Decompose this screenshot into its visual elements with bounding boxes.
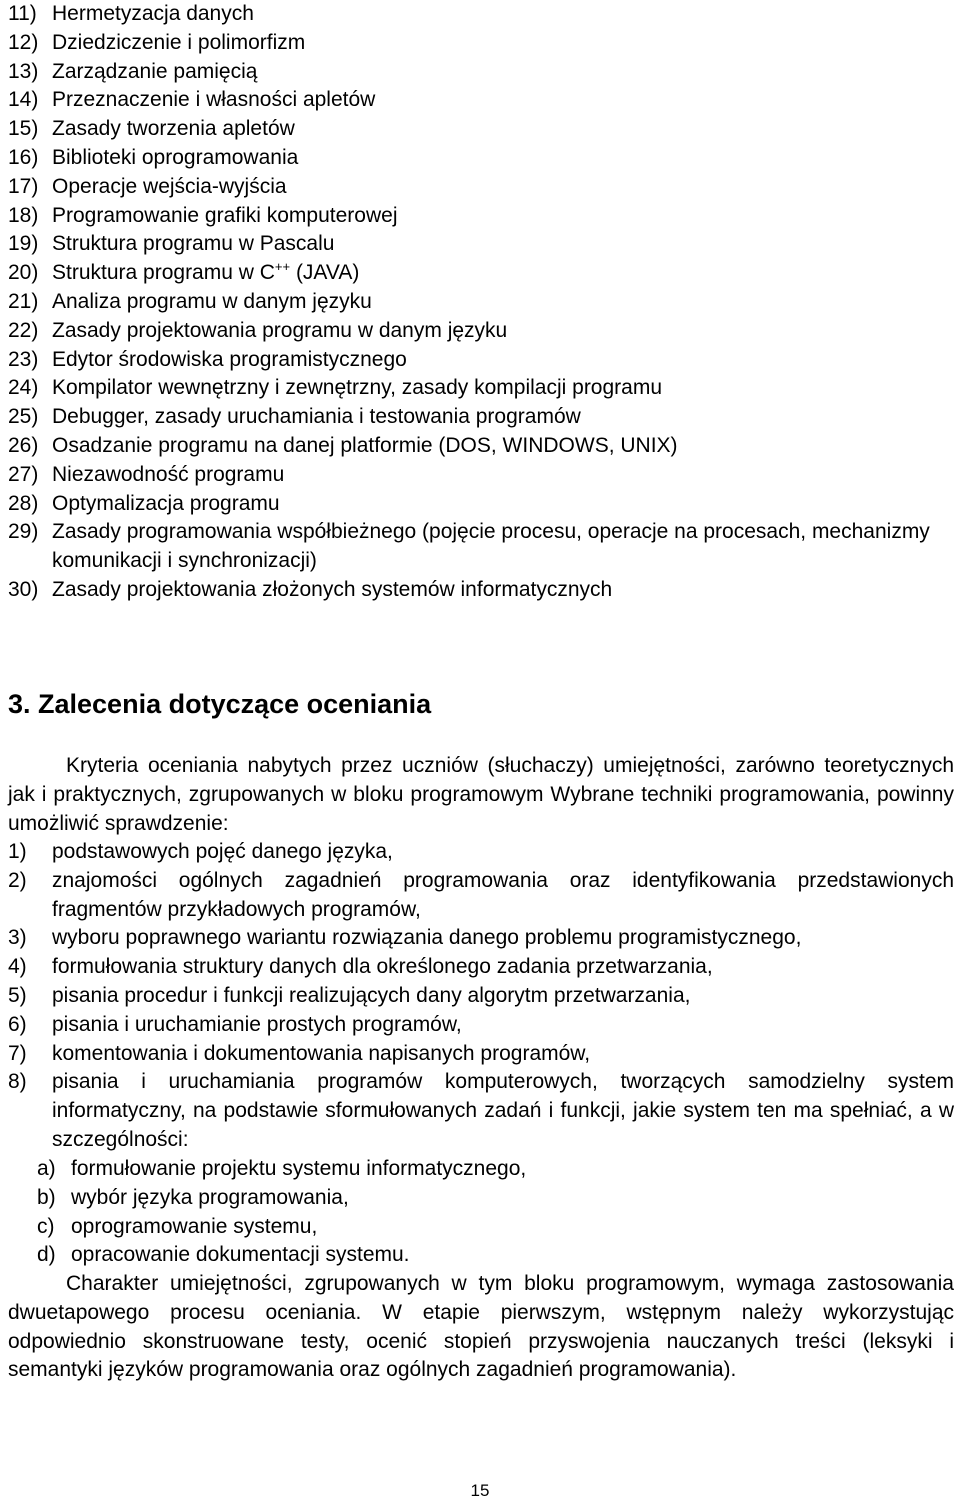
list-item-number: 1) [8,840,27,863]
list-item-number: 18) [8,203,39,227]
list-item-number: 12) [8,30,39,54]
list-item-text: Dziedziczenie i polimorfizm [52,30,306,54]
criteria-list [8,838,954,1155]
list-item [37,1241,937,1270]
list-item-text [52,259,958,288]
list-item [8,230,958,259]
list-item-number: 30) [8,577,39,601]
list-item [8,1011,954,1040]
list-item-number: 20) [8,261,39,285]
list-item-number: 24) [8,376,39,400]
list-item-text: Edytor środowiska programistycznego [52,347,407,371]
superscript: ++ [274,259,291,275]
list-item-text: wyboru poprawnego wariantu rozwiązania danego problemu programistycznego, [52,926,802,950]
list-item-number: 3) [8,926,27,950]
page-number: 15 [470,1481,490,1500]
list-item [8,982,954,1011]
list-item-number: 16) [8,145,39,169]
list-item [8,403,958,432]
list-item-text: Kompilator wewnętrzny i zewnętrzny, zasady kompilacji programu [52,376,663,400]
list-item-text: znajomości ogólnych zagadnień programowania oraz identyfikowania przedstawionych fragmentów przykładowych programów, [52,868,954,921]
list-item-text: Zasady projektowania programu w danym języku [52,318,508,342]
list-item-number: 17) [8,174,39,198]
list-item-text: podstawowych pojęć danego języka, [52,840,393,863]
list-item-text: Przeznaczenie i własności apletów [52,88,376,112]
list-item-text: pisania i uruchamiania programów komputerowych, tworzących samodzielny system informatyczny, na podstawie sformułowanych zadań i funkcji, jakie system ten ma spełniać, a w szczególności: [52,1070,954,1151]
closing-paragraph: Charakter umiejętności, zgrupowanych w tym bloku programowym, wymaga zastosowania dwuetapowego procesu oceniania. W etapie pierwszym, wstępnym należy wykorzystując odpowiednio skonstruowane testy, ocenić stopień przyswojenia nauczanych treści (leksyki i semantyki języków programowania oraz ogólnych zagadnień programowania). [8,1272,954,1382]
list-item-number: 27) [8,462,39,486]
list-item-text: Hermetyzacja danych [52,2,254,25]
list-item-number: 14) [8,88,39,112]
list-item-text: Debugger, zasady uruchamiania i testowania programów [52,405,581,429]
list-item-number: 5) [8,983,27,1007]
list-item-number: 19) [8,232,39,256]
list-item-letter: d) [37,1243,56,1267]
list-item [8,576,958,605]
list-item-letter: a) [37,1157,56,1180]
list-item [8,838,954,867]
list-item [8,86,958,115]
list-item-text: komentowania i dokumentowania napisanych programów, [52,1041,591,1065]
text-segment: Struktura programu w C [52,261,275,285]
list-item [8,0,958,29]
section-heading: 3. Zalecenia dotyczące oceniania [8,689,432,719]
list-item-text: Zasady projektowania złożonych systemów informatycznych [52,577,613,601]
list-item [8,867,954,925]
list-item-text: wybór języka programowania, [71,1185,349,1209]
list-item-number: 22) [8,318,39,342]
list-item-number: 6) [8,1012,27,1036]
list-item [8,173,958,202]
list-item [37,1155,937,1184]
list-item [8,432,958,461]
list-item [8,953,954,982]
list-item [8,288,958,317]
list-item-text: Osadzanie programu na danej platformie (DOS, WINDOWS, UNIX) [52,433,678,457]
list-item-letter: b) [37,1185,56,1209]
list-item-number: 15) [8,117,39,141]
list-item-text: Programowanie grafiki komputerowej [52,203,398,227]
intro-paragraph: Kryteria oceniania nabytych przez uczniów (słuchaczy) umiejętności, zarówno teoretycznych jak i praktycznych, zgrupowanych w bloku programowym Wybrane techniki programowania, powinny umożliwić sprawdzenie: [8,754,954,835]
list-item [8,317,958,346]
list-item-text: formułowanie projektu systemu informatycznego, [71,1157,527,1180]
list-item [8,490,958,519]
list-item [8,29,958,58]
list-item [8,924,954,953]
list-item [37,1184,937,1213]
list-item-letter: c) [37,1214,55,1238]
list-item-number: 13) [8,59,39,83]
list-item-text: Optymalizacja programu [52,491,280,515]
list-item-number: 25) [8,405,39,429]
list-item-text: Analiza programu w danym języku [52,289,372,313]
sub-list [37,1155,937,1270]
list-item-text: formułowania struktury danych dla określonego zadania przetwarzania, [52,955,713,979]
list-item-text: pisania procedur i funkcji realizujących dany algorytm przetwarzania, [52,983,691,1007]
list-item [8,115,958,144]
list-item-text: Zasady tworzenia apletów [52,117,295,141]
list-item [8,58,958,87]
list-item-number: 8) [8,1070,27,1094]
list-item [8,1040,954,1069]
list-item-text: Operacje wejścia-wyjścia [52,174,287,198]
list-item [8,346,958,375]
list-item [8,259,958,288]
list-item [8,1068,954,1154]
list-item-number: 21) [8,289,39,313]
list-item-number: 2) [8,868,27,892]
list-item-text: Zarządzanie pamięcią [52,59,258,83]
list-item [8,202,958,231]
list-item-text: oprogramowanie systemu, [71,1214,318,1238]
list-item-number: 11) [8,2,37,25]
list-item-text: Struktura programu w Pascalu [52,232,335,256]
list-item [8,461,958,490]
list-item-number: 7) [8,1041,27,1065]
list-item [8,518,958,576]
list-item-text: Biblioteki oprogramowania [52,145,299,169]
list-item-text: opracowanie dokumentacji systemu. [71,1243,410,1267]
list-item-text: Zasady programowania współbieżnego (pojęcie procesu, operacje na procesach, mechanizmy komunikacji i synchronizacji) [52,520,930,573]
list-item [37,1213,937,1242]
list-item [8,144,958,173]
topic-list [8,0,958,605]
text-segment: (JAVA) [290,261,360,285]
list-item-number: 28) [8,491,39,515]
list-item-number: 23) [8,347,39,371]
list-item-number: 26) [8,433,39,457]
list-item-number: 4) [8,955,27,979]
list-item-text: pisania i uruchamianie prostych programów, [52,1012,462,1036]
list-item-text: Niezawodność programu [52,462,285,486]
list-item-number: 29) [8,520,39,544]
list-item [8,374,958,403]
